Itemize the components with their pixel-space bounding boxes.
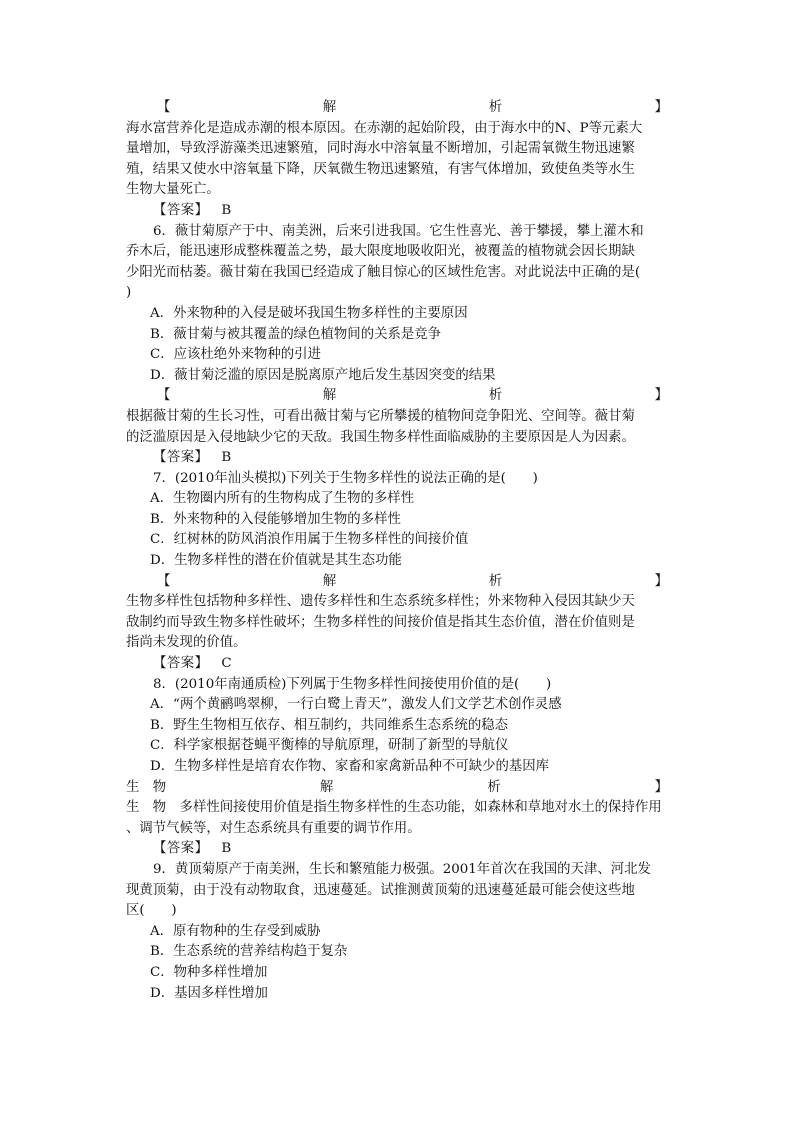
paragraph-line: 根据薇甘菊的生长习性，可看出薇甘菊与它所攀援的植物间竞争阳光、空间等。薇甘菊 [126,408,635,424]
paragraph-line: 生物多样性包括物种多样性、遗传多样性和生态系统多样性；外来物种入侵因其缺少天 [126,594,635,610]
analysis-header-close: 】 [654,779,668,795]
document-page [126,98,668,1004]
option-line: C．科学家根据苍蝇平衡棒的导航原理，研制了新型的导航仪 [150,738,509,754]
analysis-header-close: 】 [654,100,668,115]
answer-value: B [221,450,232,466]
option-line: A．原有物种的生存受到威胁 [150,923,321,939]
answer-label: 【答案】 [153,202,209,218]
option-line: C．物种多样性增加 [150,964,268,980]
paragraph-line: 殖，结果又使水中溶氧量下降，厌氧微生物迅速繁殖，有害气体增加，致使鱼类等水生 [126,161,635,177]
question-line: 9．黄顶菊原产于南美洲，生长和繁殖能力极强。2001年首次在我国的天津、河北发 [153,861,651,877]
option-line: D．基因多样性增加 [150,985,268,1001]
analysis-header-word2: 析 [487,779,501,795]
paragraph-line: 现黄顶菊，由于没有动物取食，迅速蔓延。试推测黄顶菊的迅速蔓延最可能会使这些地 [126,882,635,898]
analysis-header-word2: 析 [488,100,503,115]
answer-value: B [221,202,232,218]
option-line: B．薇甘菊与被其覆盖的绿色植物间的关系是竞争 [150,326,442,342]
paragraph-line: 指尚未发现的价值。 [126,635,247,651]
analysis-header-word1: 解 [320,779,334,795]
option-line: D．薇甘菊泛滥的原因是脱离原产地后发生基因突变的结果 [150,367,496,383]
paragraph-line: 的泛滥原因是入侵地缺少它的天敌。我国生物多样性面临威胁的主要原因是人为因素。 [126,429,635,445]
answer-label: 【答案】 [153,841,209,857]
answer-label: 【答案】 [153,450,209,466]
analysis-header-word1: 解 [322,573,337,589]
paragraph-line: ) [126,285,132,301]
answer-value: B [221,841,232,857]
analysis-header-close: 】 [654,388,668,404]
paragraph-line: 乔木后，能迅速形成整株覆盖之势，最大限度地吸收阳光，被覆盖的植物就会因长期缺 [126,244,635,260]
option-line: B．外来物种的入侵能够增加生物的多样性 [150,511,401,527]
analysis-header-word2: 析 [488,388,503,404]
answer-line [126,839,668,860]
analysis-header-open: 【 [157,388,171,404]
analysis-header [126,572,668,593]
analysis-header [126,98,668,119]
question-line: 6．薇甘菊原产于中、南美洲，后来引进我国。它生性喜光、善于攀援，攀上灌木和 [153,223,644,239]
question-line: 8．(2010年南通质检)下列属于生物多样性间接使用价值的是( ) [153,676,552,692]
analysis-header-open: 【 [157,100,171,115]
option-line: B．野生生物相互依存、相互制约，共同维系生态系统的稳态 [150,717,508,733]
paragraph-line: 区( ) [126,903,177,919]
option-line: A．生物圈内所有的生物构成了生物的多样性 [150,491,415,507]
option-line: C．红树林的防风消浪作用属于生物多样性的间接价值 [150,532,469,548]
analysis-header [126,386,668,407]
option-line: C．应该杜绝外来物种的引进 [150,347,321,363]
paragraph-line: 、调节气候等，对生态系统具有重要的调节作用。 [126,820,421,836]
analysis-header-word1: 解 [322,100,337,115]
paragraph-line: 生物大量死亡。 [126,182,220,198]
analysis-header-close: 】 [654,573,668,589]
option-line: D．生物多样性是培育农作物、家畜和家禽新品种不可缺少的基因库 [150,759,550,774]
analysis-header [126,778,668,799]
option-line: D．生物多样性的潜在价值就是其生态功能 [150,553,402,569]
analysis-lead-start: 生 物 [126,779,167,795]
option-line: A．“两个黄鹂鸣翠柳，一行白鹭上青天”，激发人们文学艺术创作灵感 [150,697,562,713]
answer-line [126,201,668,222]
answer-line [126,654,668,675]
analysis-header-word2: 析 [488,573,503,589]
analysis-header-open: 【 [157,573,171,589]
analysis-header-word1: 解 [322,388,337,404]
option-line: B．生态系统的营养结构趋于复杂 [150,944,348,960]
answer-label: 【答案】 [153,656,209,672]
paragraph-line: 敌制约而导致生物多样性破坏；生物多样性的间接价值是指其生态价值，潜在价值则是 [126,614,635,630]
answer-value: C [221,656,232,672]
answer-line [126,448,668,469]
option-line: A．外来物种的入侵是破坏我国生物多样性的主要原因 [150,305,468,321]
paragraph-line: 量增加，导致浮游藻类迅速繁殖，同时海水中溶氧量不断增加，引起需氧微生物迅速繁 [126,141,635,157]
paragraph-line: 海水富营养化是造成赤潮的根本原因。在赤潮的起始阶段，由于海水中的N、P等元素大 [126,120,643,136]
paragraph-line: 少阳光而枯萎。薇甘菊在我国已经造成了触目惊心的区域性危害。对此说法中正确的是( [126,264,641,280]
question-line: 7．(2010年汕头模拟)下列关于生物多样性的说法正确的是( ) [153,470,538,486]
paragraph-line: 生 物 多样性间接使用价值是指生物多样性的生态功能，如森林和草地对水土的保持作用 [126,800,662,816]
